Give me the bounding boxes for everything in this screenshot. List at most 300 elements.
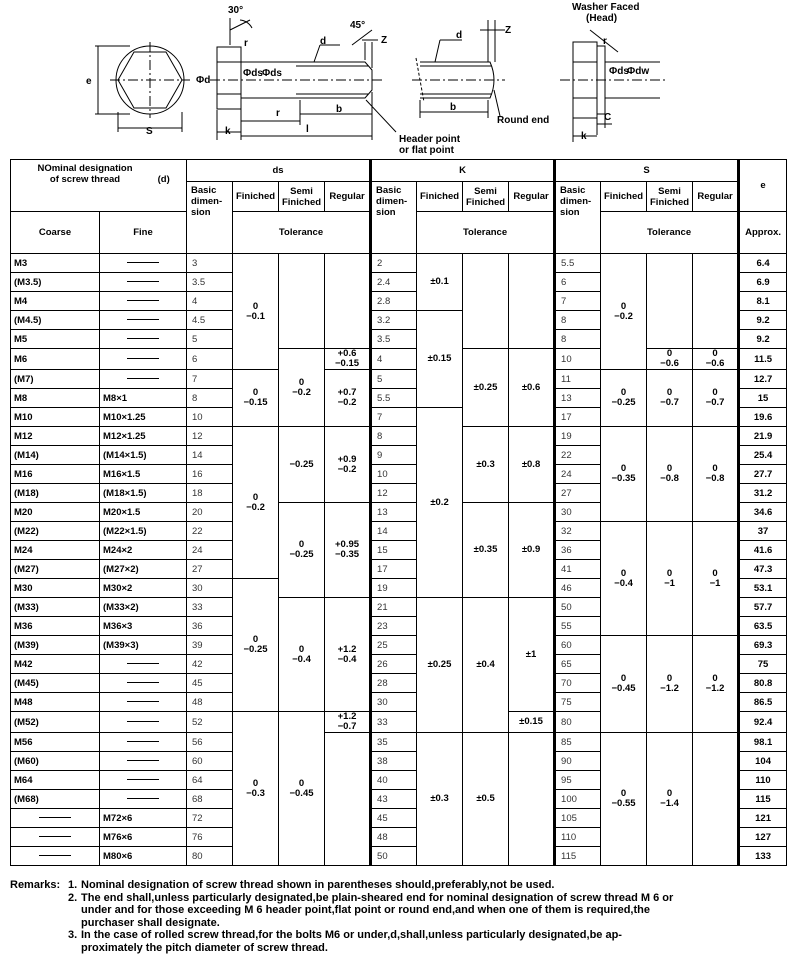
tolerance-value: −0.8 [705, 473, 725, 484]
coarse-cell: M10 [11, 408, 100, 427]
no-fine-dash [127, 378, 159, 379]
tolerance-value: −0.7 [337, 721, 357, 732]
s-basic-cell: 27 [555, 484, 601, 503]
washer-r-label: r [603, 36, 607, 47]
nominal-header [11, 160, 187, 212]
coarse-cell: M8 [11, 389, 100, 408]
e-approx-cell: 63.5 [739, 617, 787, 636]
fine-cell: (M22×1.5) [100, 522, 187, 541]
tolerance-value: +0.95 [334, 539, 360, 550]
tolerance-value: ±0.15 [427, 353, 452, 364]
dsReg-tolerance-cell [325, 370, 371, 427]
tolerance-value: 0 [620, 673, 627, 684]
e-approx-cell: 9.2 [739, 330, 787, 349]
e-approx-cell: 8.1 [739, 292, 787, 311]
k-basic-cell: 28 [371, 674, 417, 693]
e-approx-cell: 6.4 [739, 254, 787, 273]
e-approx-cell: 98.1 [739, 733, 787, 752]
fine-cell [100, 254, 187, 273]
coarse-cell: (M52) [11, 712, 100, 733]
k-basic-cell: 19 [371, 579, 417, 598]
k-basic-cell: 23 [371, 617, 417, 636]
kReg-tolerance-cell [509, 503, 555, 598]
coarse-cell: (M18) [11, 484, 100, 503]
fine-cell [100, 370, 187, 389]
tolerance-value: −0.35 [611, 473, 636, 484]
ds-basic-cell: 24 [187, 541, 233, 560]
s-basic-cell: 19 [555, 427, 601, 446]
tolerance-value: 0 [712, 463, 718, 474]
k-basic-cell: 3.2 [371, 311, 417, 330]
dsFin-tolerance-cell [233, 254, 279, 370]
s-basic-cell: 100 [555, 790, 601, 809]
no-fine-dash [127, 262, 159, 263]
tolerance-value: ±0.25 [473, 381, 498, 393]
ds-basic-cell: 4.5 [187, 311, 233, 330]
s-basic-cell: 55 [555, 617, 601, 636]
coarse-cell: (M60) [11, 752, 100, 771]
tolerance-value: 0 [298, 643, 305, 655]
tolerance-value: +0.9 [337, 453, 357, 465]
sSemi-tolerance-cell [647, 522, 693, 636]
tolerance-value: 0 [712, 387, 718, 398]
dsSemi-tolerance-cell [279, 427, 325, 503]
e-approx-cell: 6.9 [739, 273, 787, 292]
fine-cell [100, 330, 187, 349]
e-approx-cell: 11.5 [739, 349, 787, 370]
table-row [11, 349, 787, 370]
fine-cell: M20×1.5 [100, 503, 187, 522]
kSemi-tolerance-cell [463, 254, 509, 349]
tolerance-value: ±0.4 [476, 659, 495, 670]
no-fine-dash [127, 779, 159, 780]
e-approx-cell: 110 [739, 771, 787, 790]
coarse-cell: M5 [11, 330, 100, 349]
tolerance-value: ±0.1 [430, 276, 449, 287]
dsReg-tolerance-cell [325, 254, 371, 349]
s-basic-cell: 70 [555, 674, 601, 693]
tolerance-value: −0.45 [611, 683, 636, 694]
ds-basic-cell: 5 [187, 330, 233, 349]
ds-basic-cell: 3 [187, 254, 233, 273]
tolerance-value: 0 [298, 539, 305, 550]
ds-basic-cell: 45 [187, 674, 233, 693]
round-b-label: b [450, 102, 457, 113]
fine-cell [100, 752, 187, 771]
sSemi-tolerance-cell [647, 733, 693, 866]
dsFin-tolerance-cell [233, 427, 279, 579]
tolerance-value: 0 [252, 300, 259, 312]
k-basic-cell: 10 [371, 465, 417, 484]
s-basic-cell: 80 [555, 712, 601, 733]
tolerance-value: −0.2 [292, 386, 311, 398]
tolerance-value: ±0.8 [521, 458, 541, 470]
s-basic-cell: 50 [555, 598, 601, 617]
coarse-cell: (M14) [11, 446, 100, 465]
fine-cell: (M18×1.5) [100, 484, 187, 503]
tolerance-value: 0 [620, 300, 627, 312]
e-approx-cell: 21.9 [739, 427, 787, 446]
k-basic-cell: 38 [371, 752, 417, 771]
tolerance-value: 0 [666, 348, 673, 359]
s-basic-cell: 75 [555, 693, 601, 712]
ds-semi-header: Semi Finiched [279, 182, 325, 212]
k-basic-cell: 2 [371, 254, 417, 273]
sSemi-tolerance-cell [647, 349, 693, 370]
s-basic-cell: 11 [555, 370, 601, 389]
fine-cell: M12×1.25 [100, 427, 187, 446]
remark-3-line-2: proximately the pitch diameter of screw thread. [81, 941, 328, 954]
e-approx-cell: 47.3 [739, 560, 787, 579]
s-basic-cell: 32 [555, 522, 601, 541]
tolerance-value: −0.6 [660, 358, 679, 369]
e-approx-cell: 57.7 [739, 598, 787, 617]
kSemi-tolerance-cell [463, 733, 509, 866]
no-fine-dash [127, 663, 159, 664]
ds-basic-cell: 6 [187, 349, 233, 370]
no-fine-dash [127, 300, 159, 301]
fine-cell: M76×6 [100, 828, 187, 847]
tolerance-value: ±0.15 [519, 716, 543, 727]
fine-cell: (M14×1.5) [100, 446, 187, 465]
tolerance-value: 0 [666, 673, 673, 684]
k-basic-cell: 8 [371, 427, 417, 446]
kReg-tolerance-cell [509, 349, 555, 427]
kSemi-tolerance-cell [463, 598, 509, 733]
dsFin-tolerance-cell [233, 712, 279, 866]
dim-d-label: d [320, 36, 327, 47]
ds-basic-cell: 68 [187, 790, 233, 809]
tolerance-value: +0.7 [337, 387, 357, 398]
s-basic-cell: 8 [555, 330, 601, 349]
ds-basic-cell: 18 [187, 484, 233, 503]
dim-e-label: e [86, 76, 92, 87]
fine-cell: M30×2 [100, 579, 187, 598]
coarse-cell: M20 [11, 503, 100, 522]
k-tolerance-header: Tolerance [417, 212, 555, 254]
s-basic-cell: 95 [555, 771, 601, 790]
no-fine-dash [127, 682, 159, 683]
s-basic-cell: 24 [555, 465, 601, 484]
e-approx-cell: 115 [739, 790, 787, 809]
k-basic-header: Basic dimen- sion [371, 182, 417, 254]
s-basic-cell: 10 [555, 349, 601, 370]
sFin-tolerance-cell [601, 522, 647, 636]
fine-cell: M80×6 [100, 847, 187, 866]
tolerance-value: 0 [298, 376, 305, 388]
e-approx-cell: 121 [739, 809, 787, 828]
kFin-tolerance-cell [417, 254, 463, 311]
e-approx-cell: 133 [739, 847, 787, 866]
coarse-cell: M3 [11, 254, 100, 273]
coarse-cell: (M45) [11, 674, 100, 693]
tolerance-value: −1 [664, 577, 675, 589]
s-basic-cell: 17 [555, 408, 601, 427]
ds-basic-cell: 60 [187, 752, 233, 771]
tolerance-value: −0.8 [660, 473, 679, 484]
sSemi-tolerance-cell [647, 427, 693, 522]
tolerance-value: +1.2 [337, 643, 357, 655]
tolerance-value: −0.15 [243, 397, 268, 408]
e-approx-cell: 80.8 [739, 674, 787, 693]
header-point-label: Header point [399, 134, 461, 145]
dsReg-tolerance-cell [325, 733, 371, 866]
no-fine-dash [127, 281, 159, 282]
coarse-header: Coarse [11, 212, 100, 254]
tolerance-value: −1 [709, 577, 721, 589]
sFin-tolerance-cell [601, 370, 647, 427]
hex-head-front-view [95, 42, 190, 132]
k-regular-header: Regular [509, 182, 555, 212]
k-basic-cell: 12 [371, 484, 417, 503]
ds-basic-cell: 36 [187, 617, 233, 636]
dsReg-tolerance-cell [325, 349, 371, 370]
no-coarse-dash [39, 817, 71, 818]
dsFin-tolerance-cell [233, 370, 279, 427]
dim-z-label: Z [381, 35, 388, 46]
tolerance-value: ±0.5 [476, 793, 495, 804]
coarse-cell: (M7) [11, 370, 100, 389]
no-fine-dash [127, 760, 159, 761]
ds-basic-cell: 20 [187, 503, 233, 522]
washer-title-2: (Head) [586, 13, 618, 24]
sSemi-tolerance-cell [647, 254, 693, 349]
coarse-cell: (M3.5) [11, 273, 100, 292]
bolt-drawings [0, 0, 800, 158]
dim-s-label: S [146, 126, 153, 137]
k-basic-cell: 2.8 [371, 292, 417, 311]
coarse-cell: M48 [11, 693, 100, 712]
tolerance-value: −0.25 [243, 644, 268, 655]
tolerance-value: +0.6 [337, 348, 357, 359]
tolerance-value: ±0.25 [427, 659, 452, 670]
k-basic-cell: 48 [371, 828, 417, 847]
coarse-cell: M30 [11, 579, 100, 598]
no-fine-dash [127, 319, 159, 320]
table-row [11, 370, 787, 389]
sFin-tolerance-cell [601, 427, 647, 522]
k-basic-cell: 33 [371, 712, 417, 733]
k-basic-cell: 30 [371, 693, 417, 712]
ds-basic-cell: 22 [187, 522, 233, 541]
s-basic-cell: 105 [555, 809, 601, 828]
remark-1-line-1: Nominal designation of screw thread shown in parentheses should,preferably,not be used. [81, 879, 555, 891]
s-basic-cell: 30 [555, 503, 601, 522]
k-basic-cell: 43 [371, 790, 417, 809]
tolerance-value: 0 [252, 491, 259, 503]
ds-header: ds [187, 160, 371, 182]
k-basic-cell: 3.5 [371, 330, 417, 349]
k-basic-cell: 14 [371, 522, 417, 541]
ds-basic-cell: 8 [187, 389, 233, 408]
table-row [11, 733, 787, 752]
tolerance-value: ±0.2 [430, 496, 449, 508]
fine-cell [100, 693, 187, 712]
ds-basic-cell: 76 [187, 828, 233, 847]
ds-basic-cell: 27 [187, 560, 233, 579]
no-fine-dash [127, 798, 159, 799]
k-basic-cell: 15 [371, 541, 417, 560]
kReg-tolerance-cell [509, 254, 555, 349]
e-approx-cell: 37 [739, 522, 787, 541]
tolerance-value: −0.45 [289, 787, 314, 799]
coarse-cell [11, 847, 100, 866]
dsSemi-tolerance-cell [279, 503, 325, 598]
tolerance-value: 0 [712, 673, 718, 684]
ds-basic-cell: 4 [187, 292, 233, 311]
bolt-dimension-table [10, 159, 787, 866]
tolerance-value: −0.2 [337, 397, 357, 408]
e-approx-cell: 27.7 [739, 465, 787, 484]
tolerance-value: −0.7 [660, 397, 679, 408]
tolerance-value: 0 [666, 463, 673, 474]
remark-2-line-1: The end shall,unless particularly designated,be plain-sheared end for nominal designation of screw thread M 6 or [81, 891, 674, 904]
coarse-cell: M4 [11, 292, 100, 311]
kFin-tolerance-cell [417, 733, 463, 866]
no-fine-dash [127, 741, 159, 742]
dim-phi-ds-label-2: Φds [262, 68, 282, 79]
tolerance-value: −0.3 [246, 787, 265, 799]
e-approx-cell: 34.6 [739, 503, 787, 522]
remarks [10, 879, 795, 954]
e-approx-cell: 53.1 [739, 579, 787, 598]
s-basic-cell: 110 [555, 828, 601, 847]
s-basic-cell: 7 [555, 292, 601, 311]
round-d-label: d [456, 30, 463, 41]
fine-cell [100, 674, 187, 693]
remark-3-line-1: In the case of rolled screw thread,for the bolts M6 or under,d,shall,unless particularly designated,be ap- [81, 929, 622, 941]
tolerance-value: −0.25 [289, 549, 314, 560]
s-basic-cell: 13 [555, 389, 601, 408]
ds-basic-cell: 30 [187, 579, 233, 598]
tolerance-value: 0 [666, 387, 673, 398]
coarse-cell [11, 828, 100, 847]
remark-2-line-2: under and for those exceeding M 6 header point,flat point or round end,and when one of them is required,the [81, 904, 650, 916]
k-basic-cell: 45 [371, 809, 417, 828]
round-end-label: Round end [497, 115, 550, 126]
sSemi-tolerance-cell [647, 636, 693, 733]
coarse-cell: (M68) [11, 790, 100, 809]
fine-cell [100, 712, 187, 733]
tolerance-value: 0 [252, 777, 259, 789]
e-approx-cell: 86.5 [739, 693, 787, 712]
angle-30-label: 30° [228, 5, 244, 16]
dsReg-tolerance-cell [325, 712, 371, 733]
e-approx-cell: 75 [739, 655, 787, 674]
coarse-cell: M16 [11, 465, 100, 484]
tolerance-value: 0 [620, 387, 627, 398]
ds-basic-cell: 7 [187, 370, 233, 389]
kReg-tolerance-cell [509, 733, 555, 866]
fine-cell: M72×6 [100, 809, 187, 828]
tolerance-value: 0 [298, 777, 305, 789]
e-approx-cell: 19.6 [739, 408, 787, 427]
sReg-tolerance-cell [693, 522, 739, 636]
tolerance-value: ±1 [525, 648, 537, 660]
dsFin-tolerance-cell [233, 579, 279, 712]
k-semi-header: Semi Finiched [463, 182, 509, 212]
k-basic-cell: 9 [371, 446, 417, 465]
tolerance-value: −0.1 [246, 310, 265, 322]
remark-3-num: 3. [68, 929, 78, 941]
ds-basic-cell: 56 [187, 733, 233, 752]
ds-basic-cell: 52 [187, 712, 233, 733]
sReg-tolerance-cell [693, 349, 739, 370]
ds-basic-cell: 3.5 [187, 273, 233, 292]
washer-phi-dw-label: Φdw [627, 66, 650, 77]
e-approx-cell: 25.4 [739, 446, 787, 465]
k-basic-cell: 7 [371, 408, 417, 427]
no-fine-dash [127, 701, 159, 702]
s-basic-cell: 6 [555, 273, 601, 292]
ds-tolerance-header: Tolerance [233, 212, 371, 254]
ds-basic-header: Basic dimen- sion [187, 182, 233, 254]
e-approx-cell: 104 [739, 752, 787, 771]
e-approx-cell: 92.4 [739, 712, 787, 733]
sFin-tolerance-cell [601, 733, 647, 866]
k-basic-cell: 35 [371, 733, 417, 752]
s-basic-cell: 60 [555, 636, 601, 655]
tolerance-value: −1.4 [660, 798, 679, 809]
tolerance-value: −0.6 [705, 358, 725, 369]
tolerance-value: 0 [620, 463, 627, 474]
fine-cell: M10×1.25 [100, 408, 187, 427]
k-basic-cell: 17 [371, 560, 417, 579]
dsSemi-tolerance-cell [279, 712, 325, 866]
no-fine-dash [127, 358, 159, 359]
coarse-cell: M6 [11, 349, 100, 370]
e-approx-cell: 69.3 [739, 636, 787, 655]
tolerance-value: −0.25 [611, 397, 636, 408]
tolerance-value: 0 [620, 788, 627, 799]
tolerance-value: −0.15 [334, 358, 360, 369]
washer-k-label: k [581, 131, 587, 142]
ds-basic-cell: 80 [187, 847, 233, 866]
e-header: e [739, 160, 787, 212]
s-basic-cell: 36 [555, 541, 601, 560]
tolerance-value: ±0.35 [473, 544, 498, 555]
ds-basic-cell: 48 [187, 693, 233, 712]
nominal-label: NOminal designation [37, 163, 133, 174]
table-body [11, 254, 787, 866]
tolerance-value: 0 [666, 567, 673, 579]
k-basic-cell: 25 [371, 636, 417, 655]
k-basic-cell: 40 [371, 771, 417, 790]
ds-basic-cell: 72 [187, 809, 233, 828]
tolerance-value: +1.2 [337, 711, 357, 722]
s-basic-header: Basic dimen- sion [555, 182, 601, 254]
tolerance-value: −0.35 [334, 549, 360, 560]
remark-2-num: 2. [68, 891, 78, 904]
tolerance-value: −1.2 [705, 683, 725, 694]
e-approx-cell: 12.7 [739, 370, 787, 389]
fine-cell [100, 790, 187, 809]
nominal-d-label: (d) [157, 174, 170, 185]
tolerance-value: −0.4 [337, 653, 357, 665]
s-basic-cell: 90 [555, 752, 601, 771]
ds-basic-cell: 39 [187, 636, 233, 655]
coarse-cell: M42 [11, 655, 100, 674]
fine-cell [100, 292, 187, 311]
kSemi-tolerance-cell [463, 503, 509, 598]
e-approx-cell: 127 [739, 828, 787, 847]
dsReg-tolerance-cell [325, 427, 371, 503]
tolerance-value: ±0.6 [521, 381, 541, 393]
tolerance-value: −0.55 [611, 798, 636, 809]
coarse-cell: (M4.5) [11, 311, 100, 330]
kReg-tolerance-cell [509, 427, 555, 503]
table-row [11, 522, 787, 541]
